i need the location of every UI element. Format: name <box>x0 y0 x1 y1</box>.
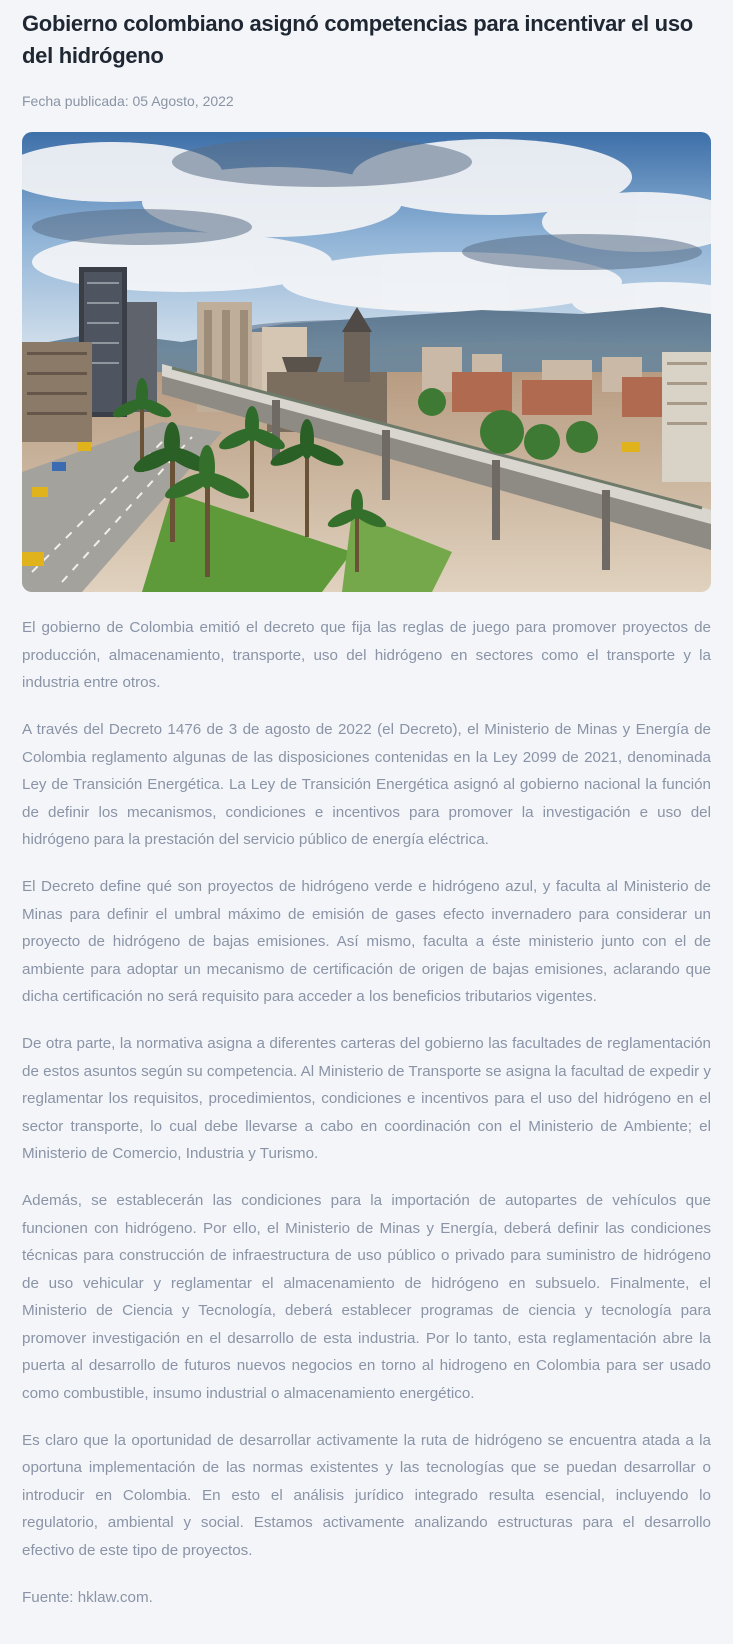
article-paragraph: El Decreto define qué son proyectos de hidrógeno verde e hidrógeno azul, y faculta al Ministerio de Minas para definir el umbral máximo de emisión de gases efecto invernadero para considerar un proyecto de hidrógeno de bajas emisiones. Así mismo, faculta a éste ministerio junto con el de ambiente para adoptar un mecanismo de certificación de origen de bajas emisiones, aclarando que dicha certificación no será requisito para acceder a los beneficios tributarios vigentes. <box>22 878 711 1005</box>
article-paragraph: Además, se establecerán las condiciones para la importación de autopartes de vehículos que funcionen con hidrógeno. Por ello, el Ministerio de Minas y Energía, deberá definir las condiciones técnicas para construcción de infraestructura de uso público o privado para suministro de hidrógeno de uso vehicular y reglamentar el almacenamiento de hidrógeno en subsuelo. Finalmente, el Ministerio de Ciencia y Tecnología, deberá establecer programas de ciencia y tecnología para promover investigación en el desarrollo de esta industria. Por lo tanto, esta reglamentación abre la puerta al desarrollo de futuros nuevos negocios en torno al hidrogeno en Colombia para ser usado como combustible, insumo industrial o almacenamiento energético. <box>22 1192 711 1402</box>
article-paragraph: El gobierno de Colombia emitió el decreto que fija las reglas de juego para promover proyectos de producción, almacenamiento, transporte, uso del hidrógeno en sectores como el transporte y la industria entre otros. <box>22 619 711 691</box>
article-source: Fuente: hklaw.com. <box>22 1588 153 1606</box>
article-paragraph: De otra parte, la normativa asigna a diferentes carteras del gobierno las facultades de reglamentación de estos asuntos según su competencia. Al Ministerio de Transporte se asigna la facultad de expedir y reglamentar los requisitos, procedimientos, condiciones e incentivos para el uso del hidrógeno en el sector transporte, lo cual debe llevarse a cabo en coordinación con el Ministerio de Ambiente; el Ministerio de Comercio, Industria y Turismo. <box>22 1035 711 1162</box>
article-hero-image <box>22 132 711 592</box>
article-paragraph: A través del Decreto 1476 de 3 de agosto de 2022 (el Decreto), el Ministerio de Minas y Energía de Colombia reglamento algunas de las disposiciones contenidas en la Ley 2099 de 2021, denominada Ley de Transición Energética. La Ley de Transición Energética asignó al gobierno nacional la función de definir los mecanismos, condiciones e incentivos para promover la investigación e uso del hidrógeno para la prestación del servicio público de energía eléctrica. <box>22 721 711 848</box>
article-body <box>22 614 711 1611</box>
article-title: Gobierno colombiano asignó competencias para incentivar el uso del hidrógeno <box>22 11 693 68</box>
city-photo-illustration <box>22 132 711 592</box>
article-paragraph: Es claro que la oportunidad de desarrollar activamente la ruta de hidrógeno se encuentra atada a la oportuna implementación de las normas existentes y las tecnologías que se puedan desarrollar o introducir en Colombia. En esto el análisis jurídico integrado resulta esencial, incluyendo lo regulatorio, ambiental y social. Estamos activamente analizando estructuras para el desarrollo efectivo de este tipo de proyectos. <box>22 1431 711 1559</box>
publish-date: Fecha publicada: 05 Agosto, 2022 <box>22 93 234 109</box>
